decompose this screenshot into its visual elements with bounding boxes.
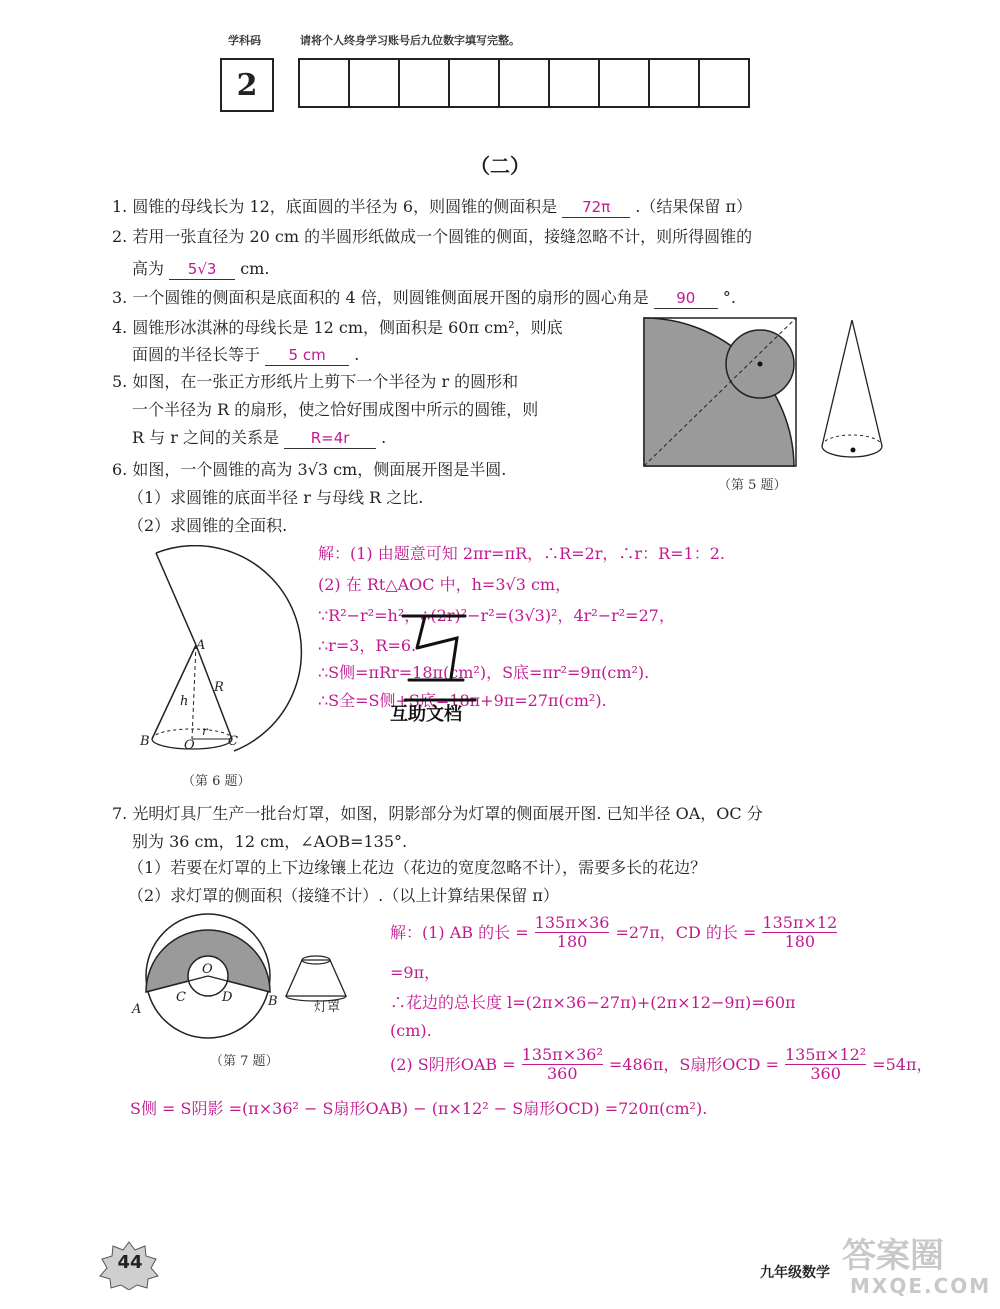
fig6-label-C: C: [228, 734, 238, 749]
account-number-cells: [300, 58, 750, 108]
solution6-line5: ∴S侧=πRr=18π(cm²)，S底=πr²=9π(cm²).: [318, 663, 650, 682]
frac4-den: 360: [810, 1064, 841, 1083]
figure-6-caption: （第 6 题）: [182, 774, 251, 789]
digit-cell[interactable]: [648, 58, 700, 108]
section-title: （二）: [470, 154, 530, 178]
fig7-label-C: C: [176, 990, 186, 1005]
q2-answer: 5√3: [169, 259, 235, 280]
sol7-l5c: =54π，: [872, 1055, 933, 1074]
q2-suffix: cm.: [240, 259, 270, 278]
solution6-line2: (2) 在 Rt△AOC 中，h=3√3 cm，: [318, 575, 572, 594]
question-7-part1: （1）若要在灯罩的上下边缘镶上花边（花边的宽度忽略不计），需要多长的花边？: [128, 858, 707, 877]
question-2-line1: 2. 若用一张直径为 20 cm 的半圆形纸做成一个圆锥的侧面，接缝忽略不计，则所得圆锥的: [112, 227, 753, 246]
q4-answer: 5 cm: [265, 345, 349, 366]
figure-6: [134, 545, 304, 765]
digit-cell[interactable]: [498, 58, 550, 108]
q4-prefix: 面圆的半径长等于: [132, 345, 261, 364]
digit-cell[interactable]: [598, 58, 650, 108]
q1-suffix: .（结果保留 π）: [635, 197, 752, 216]
fraction-3: [522, 1046, 603, 1083]
frac4-num: 135π×12²: [784, 1045, 867, 1064]
fraction-4: [785, 1046, 866, 1083]
solution6-line6: ∴S全=S侧+S底=18π+9π=27π(cm²).: [318, 691, 607, 710]
book-title: 九年级数学: [760, 1265, 830, 1281]
fig7-label-O: O: [202, 962, 213, 977]
digit-cell[interactable]: [698, 58, 750, 108]
subject-code-label: 学科码: [228, 34, 261, 47]
figure-7: [134, 912, 378, 1042]
solution7-line4: (cm).: [390, 1021, 432, 1040]
solution7-line1: [390, 914, 837, 951]
watermark-logo: 答案圈: [842, 1236, 944, 1276]
q5-answer: R=4r: [284, 428, 376, 449]
solution6-line3: ∵R²−r²=h²，∴(2r)²−r²=(3√3)²，4r²−r²=27，: [318, 606, 675, 625]
sol7-l5b: =486π，S扇形OCD =: [608, 1055, 779, 1074]
question-6-part1: （1）求圆锥的底面半径 r 与母线 R 之比.: [128, 488, 424, 507]
fig6-label-O: O: [184, 738, 195, 753]
q4-suffix: .: [354, 345, 360, 364]
question-7-line2: 别为 36 cm，12 cm，∠AOB=135°.: [132, 832, 408, 851]
fig7-label-B: B: [268, 994, 278, 1009]
sol7-l5a: (2) S阴形OAB =: [390, 1055, 516, 1074]
sol7-l1a: 解：(1) AB 的长 =: [390, 923, 529, 942]
question-1: [112, 197, 752, 218]
digit-cell[interactable]: [548, 58, 600, 108]
q3-text: 3. 一个圆锥的侧面积是底面积的 4 倍，则圆锥侧面展开图的扇形的圆心角是: [112, 288, 649, 307]
fig7-label-D: D: [222, 990, 233, 1005]
q1-answer: 72π: [562, 197, 630, 218]
digit-cell[interactable]: [348, 58, 400, 108]
digit-cell[interactable]: [398, 58, 450, 108]
sol7-l1b: =27π，CD 的长 =: [615, 923, 757, 942]
figure-5: [640, 312, 890, 470]
solution7-line3: ∴花边的总长度 l=(2π×36−27π)+(2π×12−9π)=60π: [390, 993, 796, 1012]
page-number: 44: [117, 1252, 143, 1273]
question-3: [112, 288, 736, 309]
q3-suffix: °.: [722, 288, 736, 307]
figure-5-caption: （第 5 题）: [718, 478, 787, 493]
frac2-den: 180: [784, 932, 816, 951]
frac3-num: 135π×36²: [521, 1045, 603, 1064]
question-5-line2: 一个半径为 R 的扇形，使之恰好围成图中所示的圆锥，则: [132, 400, 539, 419]
watermark-url: MXQE.COM: [850, 1274, 992, 1298]
fig6-label-B: B: [140, 734, 150, 749]
solution7-line5: [390, 1046, 933, 1083]
solution7-line2: =9π，: [390, 963, 441, 982]
q2-prefix: 高为: [132, 259, 165, 278]
question-7-part2: （2）求灯罩的侧面积（接缝不计）.（以上计算结果保留 π）: [128, 886, 559, 905]
fig6-label-A: A: [196, 638, 206, 653]
question-4-line1: 4. 圆锥形冰淇淋的母线长是 12 cm，侧面积是 60π cm²，则底: [112, 318, 563, 337]
question-4-line2: [132, 345, 359, 366]
solution7-line6: S侧 = S阴影 =(π×36² − S扇形OAB) − (π×12² − S扇形OCD) =720π(cm²).: [130, 1099, 708, 1118]
question-5-line1: 5. 如图，在一张正方形纸片上剪下一个半径为 r 的圆形和: [112, 372, 519, 391]
q5-prefix: R 与 r 之间的关系是: [132, 428, 279, 447]
subject-code-box: 2: [220, 58, 274, 112]
fig7-label-A: A: [132, 1002, 142, 1017]
solution6-line1: 解：(1) 由题意可知 2πr=πR，∴R=2r，∴r：R=1：2.: [318, 544, 725, 563]
fig6-label-R: R: [214, 680, 224, 695]
frac3-den: 360: [546, 1064, 578, 1083]
question-6-line1: 6. 如图，一个圆锥的高为 3√3 cm，侧面展开图是半圆.: [112, 460, 507, 479]
fig7-label-lamp: 灯罩: [314, 1000, 341, 1015]
question-6-part2: （2）求圆锥的全面积.: [128, 516, 288, 535]
question-2-line2: [132, 259, 269, 280]
frac1-den: 180: [556, 932, 588, 951]
question-5-line3: [132, 428, 386, 449]
digit-cell[interactable]: [448, 58, 500, 108]
solution6-line4: ∴r=3，R=6.: [318, 636, 417, 655]
fig6-label-r: r: [202, 724, 208, 738]
figure-7-caption: （第 7 题）: [210, 1054, 279, 1069]
q1-text: 1. 圆锥的母线长为 12，底面圆的半径为 6，则圆锥的侧面积是: [112, 197, 558, 216]
digit-cell[interactable]: [298, 58, 350, 108]
fig6-label-h: h: [180, 694, 189, 709]
fraction-1: [535, 914, 610, 951]
q3-answer: 90: [654, 288, 718, 309]
fraction-2: [762, 914, 837, 951]
frac2-num: 135π×12: [762, 913, 838, 932]
account-instruction: 请将个人终身学习账号后九位数字填写完整。: [300, 34, 520, 47]
overlay-text: 互助文档: [390, 704, 462, 725]
frac1-num: 135π×36: [534, 913, 610, 932]
question-7-line1: 7. 光明灯具厂生产一批台灯罩，如图，阴影部分为灯罩的侧面展开图. 已知半径 OA，OC 分: [112, 804, 763, 823]
q5-suffix: .: [381, 428, 387, 447]
